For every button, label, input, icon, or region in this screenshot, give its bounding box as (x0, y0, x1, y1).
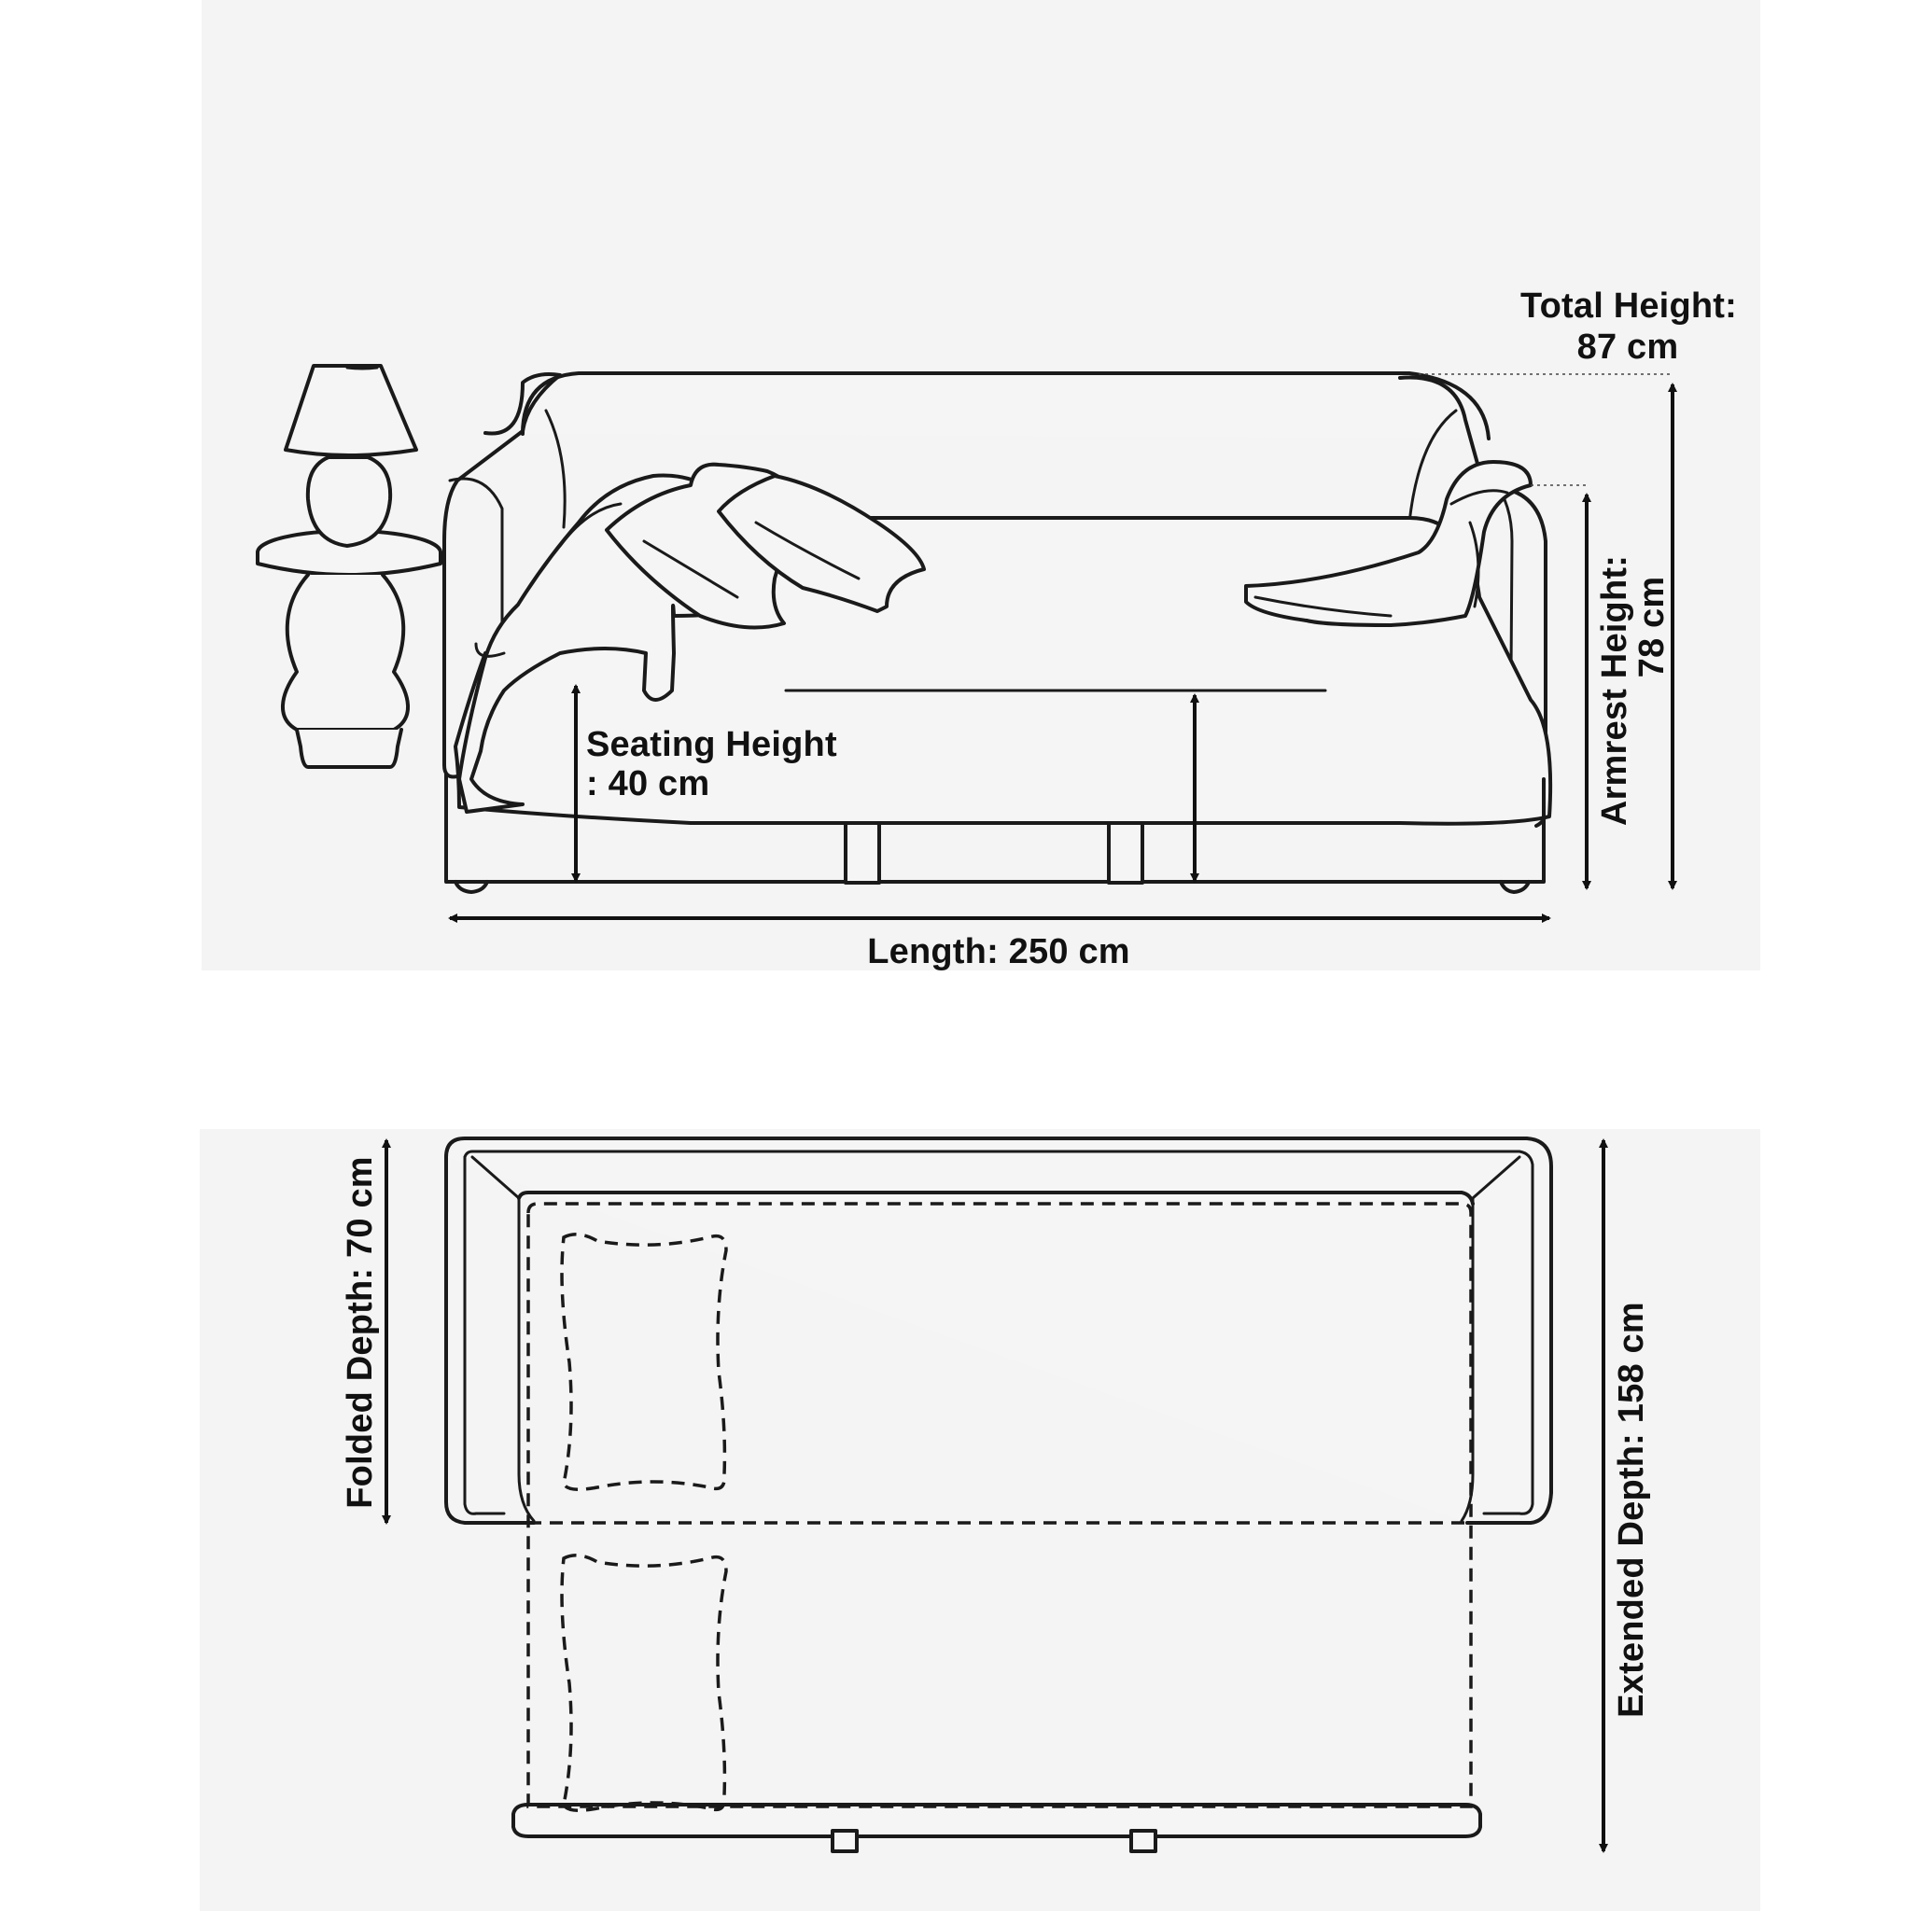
length-label: Length: 250 cm (867, 932, 1130, 971)
armrest-height-label-line2: 78 cm (1632, 576, 1672, 678)
seating-height-label-line1: Seating Height (586, 725, 837, 764)
total-height-label-line2: 87 cm (1576, 328, 1679, 367)
total-height-label-line1: Total Height: (1520, 286, 1737, 326)
extended-depth-label: Extended Depth: 158 cm (1612, 1302, 1651, 1718)
folded-depth-dimension (341, 1140, 386, 1523)
seating-height-label-line2: : 40 cm (586, 764, 710, 803)
top-view-panel (200, 1129, 1760, 1911)
front-view-panel (202, 0, 1760, 971)
folded-depth-label: Folded Depth: 70 cm (341, 1156, 380, 1509)
armrest-height-label-line1: Armrest Height: (1595, 554, 1634, 827)
